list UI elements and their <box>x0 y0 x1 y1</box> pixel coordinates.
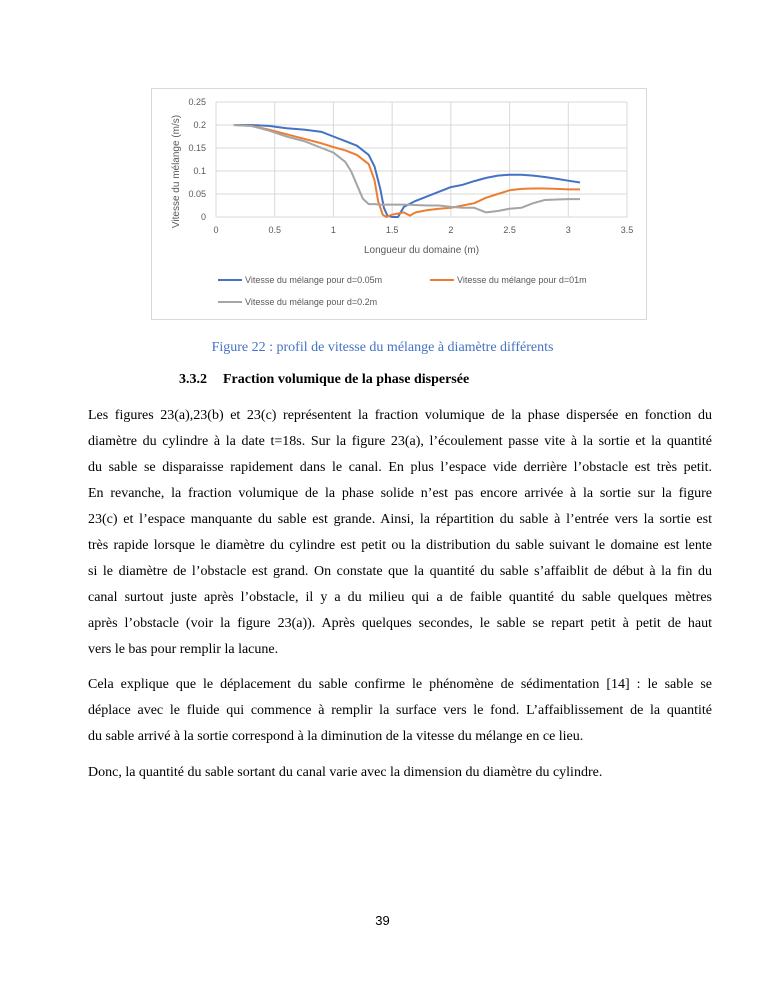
y-tick-label: 0 <box>200 212 206 222</box>
x-tick-label: 3 <box>565 225 571 235</box>
section-title: Fraction volumique de la phase dispersée <box>223 372 470 387</box>
x-tick-label: 3.5 <box>620 225 634 235</box>
series-line-3 <box>234 125 580 212</box>
paragraph-line: diamètre du cylindre à la date t=18s. Sur la figure 23(a), l’écoulement passe vite à la sortie et la quantité <box>88 434 712 449</box>
paragraph-line: vers le bas pour remplir la lacune. <box>88 642 279 657</box>
paragraph-line: du sable se disparaisse rapidement dans le canal. En plus l’espace vide derrière l’obstacle est très petit. <box>88 460 712 475</box>
paragraph-line: Cela explique que le déplacement du sable confirme le phénomène de sédimentation [14] : le sable se <box>88 677 712 692</box>
legend-label-1: Vitesse du mélange pour d=0.05m <box>245 275 383 285</box>
paragraph-line: Les figures 23(a),23(b) et 23(c) représentent la fraction volumique de la phase dispersée en fonction du <box>88 408 712 423</box>
body-paragraph-3 <box>88 760 712 786</box>
y-axis-title: Vitesse du mélange (m/s) <box>171 114 182 229</box>
x-tick-label: 0.5 <box>268 225 281 235</box>
paragraph-line: En revanche, la fraction volumique de la phase solide n’est pas encore arrivée à la sortie sur la figure <box>88 486 712 501</box>
x-tick-label: 0 <box>213 225 219 235</box>
paragraph-line: 23(c) et l’espace manquante du sable est grande. Ainsi, la répartition du sable à l’entrée vers la sortie est <box>88 512 712 527</box>
y-tick-label: 0.2 <box>193 120 206 130</box>
paragraph-line: du sable arrivé à la sortie correspond à la diminution de la vitesse du mélange en ce lieu. <box>88 729 584 744</box>
chart-frame <box>151 88 647 320</box>
velocity-line-chart <box>152 89 648 321</box>
x-tick-label: 1.5 <box>385 225 399 235</box>
figure-caption: Figure 22 : profil de vitesse du mélange à diamètre différents <box>211 340 554 355</box>
y-tick-label: 0.1 <box>193 166 206 176</box>
section-number: 3.3.2 <box>179 372 207 387</box>
body-paragraph-2 <box>88 672 712 750</box>
legend-label-2: Vitesse du mélange pour d=01m <box>457 275 587 285</box>
paragraph-line: après l’obstacle (voir la figure 23(a)). Après quelques secondes, le sable se repart petit à petit de haut <box>88 616 712 631</box>
y-tick-label: 0.15 <box>188 143 206 153</box>
page-number: 39 <box>375 913 390 928</box>
y-tick-label: 0.25 <box>188 97 206 107</box>
paragraph-line: déplace avec le fluide qui commence à remplir la surface vers le fond. L’affaiblissement de la quantité <box>88 703 712 718</box>
y-tick-label: 0.05 <box>188 189 206 199</box>
legend-label-3: Vitesse du mélange pour d=0.2m <box>245 297 378 307</box>
paragraph-line: si le diamètre de l’obstacle est grand. On constate que la quantité du sable s’affaiblit de début à la fin du <box>88 564 712 579</box>
paragraph-line: canal surtout juste après l’obstacle, il y a du milieu qui a de faible quantité du sable quelques mètres <box>88 590 712 605</box>
body-paragraph-1 <box>88 403 712 663</box>
x-tick-label: 2 <box>448 225 454 235</box>
paragraph-line: très rapide lorsque le diamètre du cylindre est petit ou la distribution du sable suivant le domaine est lente <box>88 538 712 553</box>
x-axis-title: Longueur du domaine (m) <box>363 245 480 256</box>
paragraph-line: Donc, la quantité du sable sortant du canal varie avec la dimension du diamètre du cylindre. <box>88 765 603 780</box>
x-tick-label: 1 <box>330 225 336 235</box>
section-heading <box>179 372 469 388</box>
x-tick-label: 2.5 <box>503 225 516 235</box>
